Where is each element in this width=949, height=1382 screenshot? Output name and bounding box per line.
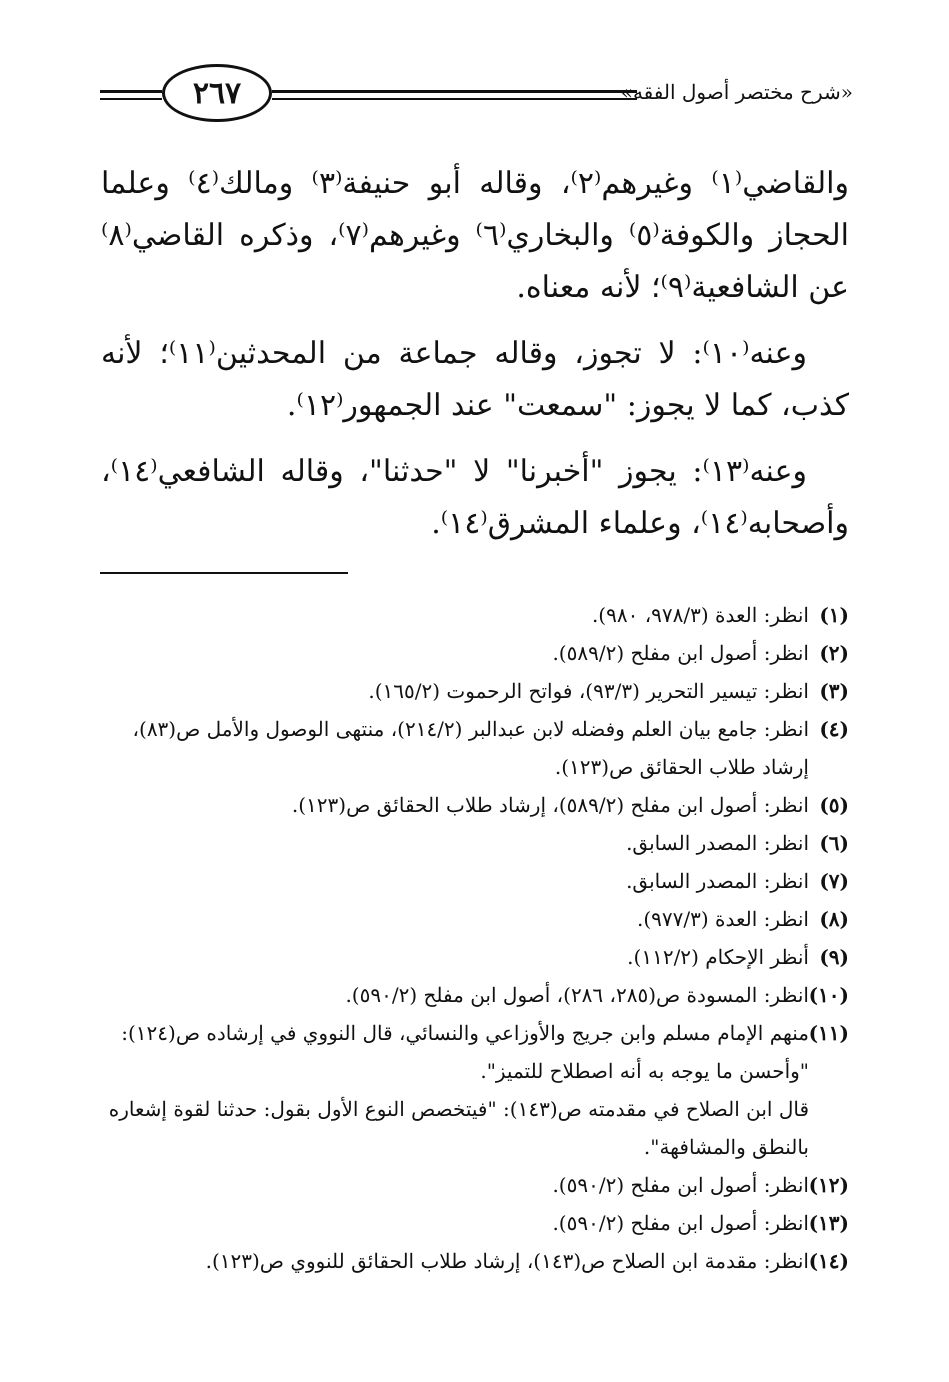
footnote-number: (٣) <box>819 679 849 703</box>
footnote-number: (٨) <box>819 907 849 931</box>
footnote-text: انظر: أصول ابن مفلح (٥٩٠/٢). <box>552 1173 809 1197</box>
footnote <box>101 938 849 976</box>
footnote <box>101 862 849 900</box>
footnote <box>101 976 849 1014</box>
footnote-text: انظر: مقدمة ابن الصلاح ص(١٤٣)، إرشاد طلاب الحقائق للنووي ص(١٢٣). <box>205 1249 809 1273</box>
footnote-number: (٧) <box>819 869 849 893</box>
footnote-number: (٤) <box>819 717 849 741</box>
footnote-number: (٦) <box>819 831 849 855</box>
footnotes-list <box>101 596 849 1280</box>
footnote-number: (١١) <box>808 1021 849 1045</box>
footnote-text: انظر: المصدر السابق. <box>626 831 809 855</box>
footnote-number: (١٤) <box>808 1249 849 1273</box>
footnote <box>101 596 849 634</box>
footnote <box>101 1242 849 1280</box>
paragraph: وعنه⁽١٣⁾: يجوز "أخبرنا" لا "حدثنا"، وقاله الشافعي⁽١٤⁾، وأصحابه⁽١٤⁾، وعلماء المشرق⁽١٤⁾. <box>101 454 849 541</box>
footnote-text: منهم الإمام مسلم وابن جريج والأوزاعي والنسائي، قال النووي في إرشاده ص(١٢٤): "وأحسن ما يوجه به أنه اصطلاح للتميز". <box>121 1021 809 1083</box>
footnote-text: انظر: جامع بيان العلم وفضله لابن عبدالبر (٢١٤/٢)، منتهى الوصول والأمل ص(٨٣)، إرشاد طلاب الحقائق ص(١٢٣). <box>132 717 809 779</box>
footnote-number: (١٢) <box>808 1173 849 1197</box>
footnote <box>101 900 849 938</box>
header-rule-left <box>100 90 162 93</box>
footnote-text: انظر: العدة (٩٧٧/٣). <box>637 907 809 931</box>
footnote <box>101 824 849 862</box>
footnote-text: انظر: أصول ابن مفلح (٥٨٩/٢)، إرشاد طلاب الحقائق ص(١٢٣). <box>291 793 809 817</box>
footnote-separator <box>100 572 348 574</box>
footnote <box>101 1204 849 1242</box>
footnote-number: (٩) <box>819 945 849 969</box>
header-rule-left-thin <box>100 98 162 100</box>
footnote-text: انظر: المسودة ص(٢٨٥، ٢٨٦)، أصول ابن مفلح (٥٩٠/٢). <box>345 983 809 1007</box>
footnote-number: (٥) <box>819 793 849 817</box>
header-rule-right-thin <box>272 98 637 100</box>
page-header <box>0 0 949 150</box>
footnote <box>101 710 849 786</box>
footnote-text: انظر: أصول ابن مفلح (٥٨٩/٢). <box>552 641 809 665</box>
paragraph: والقاضي⁽١⁾ وغيرهم⁽٢⁾، وقاله أبو حنيفة⁽٣⁾ ومالك⁽٤⁾ وعلما الحجاز والكوفة⁽٥⁾ والبخاري⁽٦⁾ وغيرهم⁽٧⁾، وذكره القاضي⁽٨⁾ عن الشافعية⁽٩⁾؛ لأنه معناه. <box>101 166 850 305</box>
footnote-number: (١) <box>819 603 849 627</box>
footnote-text: انظر: أصول ابن مفلح (٥٩٠/٢). <box>552 1211 809 1235</box>
paragraph: وعنه⁽١٠⁾: لا تجوز، وقاله جماعة من المحدثين⁽١١⁾؛ لأنه كذب، كما لا يجوز: "سمعت" عند الجمهور⁽١٢⁾. <box>101 336 849 423</box>
footnote-number: (١٣) <box>808 1211 849 1235</box>
footnote <box>101 672 849 710</box>
footnote-text: انظر: تيسير التحرير (٩٣/٣)، فواتح الرحموت (١٦٥/٢). <box>368 679 809 703</box>
footnote-text: انظر: العدة (٩٧٨/٣، ٩٨٠). <box>591 603 809 627</box>
footnote-number: (٢) <box>819 641 849 665</box>
footnote <box>101 634 849 672</box>
footnote-text: انظر: المصدر السابق. <box>626 869 809 893</box>
footnote <box>101 786 849 824</box>
running-title: «شرح مختصر أصول الفقه» <box>620 80 853 104</box>
header-rule-right <box>272 90 637 93</box>
footnote-text: أنظر الإحكام (١١٢/٢). <box>627 945 809 969</box>
footnote <box>101 1166 849 1204</box>
main-text <box>101 158 849 564</box>
footnote-number: (١٠) <box>808 983 849 1007</box>
page-number: ٢٦٧ <box>162 64 272 122</box>
footnote <box>101 1014 849 1166</box>
footnote-continuation: قال ابن الصلاح في مقدمته ص(١٤٣): "فيتخصص النوع الأول بقول: حدثنا لقوة إشعاره بالنطق والمشافهة". <box>108 1097 809 1159</box>
